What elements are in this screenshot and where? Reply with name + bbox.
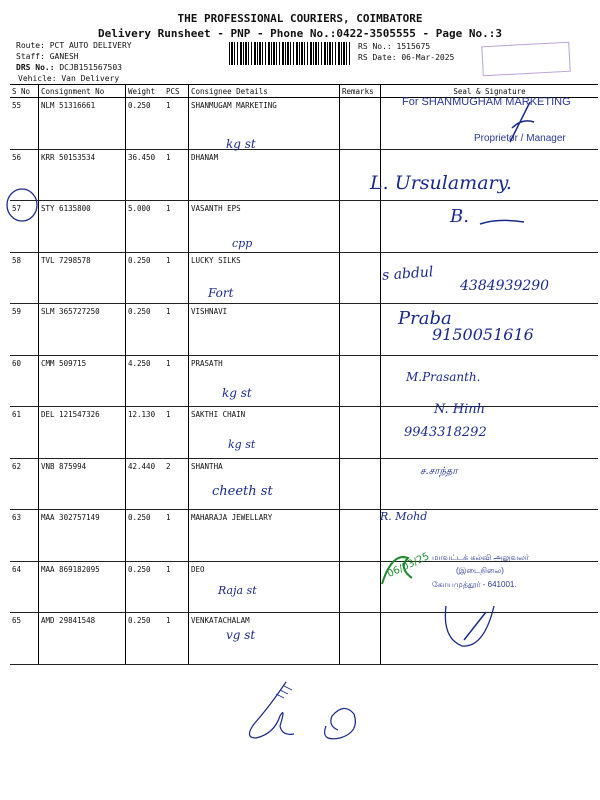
circled-row-mark [4,186,40,224]
cell-weight: 0.250 [126,510,165,562]
handwritten-signature: M.Prasanth. [406,370,481,384]
cell-consignee: VENKATACHALAM [189,613,340,665]
cell-pcs: 1 [164,98,189,150]
rs-number: RS No.: 1515675 [358,42,431,51]
cell-remarks [340,510,381,562]
cell-consignee: MAHARAJA JEWELLARY [189,510,340,562]
cell-consignee: DEO [189,561,340,613]
handwritten-signature: N. Hinh [434,402,486,417]
cell-pcs: 1 [164,561,189,613]
handwritten-address: kg st [222,386,252,400]
handwritten-signature: s abdul [381,264,434,284]
cell-remarks [340,458,381,510]
col-weight: Weight [126,85,165,98]
col-sno: S No [10,85,39,98]
cell-remarks [340,613,381,665]
rs-date: RS Date: 06-Mar-2025 [358,53,455,62]
table-row [10,458,598,510]
col-consignee: Consignee Details [189,85,340,98]
handwritten-address: vg st [226,628,256,642]
cell-consignee: VASANTH EPS [189,201,340,253]
signature-scribble [500,98,540,148]
cell-consignee: VISHNAVI [189,304,340,356]
staff-label: Staff: GANESH [16,52,79,61]
signature-scribble [478,216,528,232]
cell-consignee: LUCKY SILKS [189,252,340,304]
handwritten-signature: ச.சாந்தா [420,466,458,477]
table-row [10,613,598,665]
cell-consignment: CMM 509715 [39,355,126,407]
cell-sno: 63 [10,510,39,562]
cell-sno: 59 [10,304,39,356]
cell-pcs: 1 [164,407,189,459]
green-ink-scribble [378,548,418,590]
cell-consignee: DHANAM [189,149,340,201]
handwritten-address: cheeth st [212,484,273,499]
cell-weight: 0.250 [126,613,165,665]
table-row [10,407,598,459]
cell-sno: 56 [10,149,39,201]
cell-weight: 0.250 [126,252,165,304]
route-label: Route: PCT AUTO DELIVERY [16,41,132,50]
cell-signature [381,458,599,510]
cell-remarks [340,252,381,304]
handwritten-signature: R. Mohd [380,510,428,523]
cell-consignment: TVL 7298578 [39,252,126,304]
signature-scribble [440,598,500,654]
handwritten-number: 9150051616 [432,325,534,344]
cell-weight: 5.000 [126,201,165,253]
cell-pcs: 1 [164,201,189,253]
cell-consignment: MAA 302757149 [39,510,126,562]
cell-weight: 0.250 [126,561,165,613]
cell-pcs: 1 [164,149,189,201]
drs-number [16,62,122,73]
col-pcs: PCS [164,85,189,98]
col-consignment: Consignment No [39,85,126,98]
vehicle-label: Vehicle: Van Delivery [18,74,120,83]
cell-sno: 57 [10,201,39,253]
handwritten-signature: B. [450,206,469,227]
handwritten-address: kg st [228,438,256,451]
page-subtitle: Delivery Runsheet - PNP - Phone No.:0422-3505555 - Page No.:3 [98,27,502,40]
cell-consignee: PRASATH [189,355,340,407]
cell-sno: 55 [10,98,39,150]
cell-pcs: 1 [164,613,189,665]
cell-weight: 12.130 [126,407,165,459]
cell-weight: 4.250 [126,355,165,407]
cell-remarks [340,561,381,613]
handwritten-signature: L. Ursulamary. [370,172,512,194]
cell-consignment: STY 6135800 [39,201,126,253]
cell-sno: 61 [10,407,39,459]
drs-value: DCJB151567503 [59,63,122,72]
handwritten-address: cpp [232,237,253,250]
cell-remarks [340,304,381,356]
cell-consignment: KRR 50153534 [39,149,126,201]
office-stamp-line3: கோயமுத்தூர் - 641001. [432,580,517,589]
company-stamp-line2: Proprietor / Manager [474,133,566,144]
cell-consignee: SHANTHA [189,458,340,510]
cell-weight: 0.250 [126,98,165,150]
handwritten-phone: 9943318292 [404,425,487,440]
faded-stamp [481,42,570,77]
green-ink-date: 06/03/25 [385,551,432,580]
barcode [229,42,350,65]
cell-remarks [340,201,381,253]
cell-sno: 65 [10,613,39,665]
handwritten-address: kg st [226,137,256,151]
drs-label: DRS No.: [16,63,55,72]
cell-consignment: VNB 875994 [39,458,126,510]
cell-pcs: 2 [164,458,189,510]
handwritten-phone: 4384939290 [460,278,550,294]
cell-consignee: SAKTHI CHAIN [189,407,340,459]
handwritten-address: Raja st [218,584,257,597]
cell-sno: 60 [10,355,39,407]
office-stamp-line2: (இடைநிலை) [456,566,504,575]
company-stamp-line1: For SHANMUGHAM MARKETING [402,96,571,108]
page-title: THE PROFESSIONAL COURIERS, COIMBATORE [177,12,423,25]
cell-consignment: DEL 121547326 [39,407,126,459]
cell-weight: 42.440 [126,458,165,510]
cell-pcs: 1 [164,355,189,407]
cell-sno: 64 [10,561,39,613]
cell-weight: 36.450 [126,149,165,201]
cell-consignment: MAA 869182095 [39,561,126,613]
col-signature: Seal & Signature [381,85,599,98]
table-row [10,355,598,407]
col-remarks: Remarks [340,85,381,98]
cell-sno: 62 [10,458,39,510]
cell-pcs: 1 [164,252,189,304]
signature-scribble [240,676,370,746]
cell-pcs: 1 [164,304,189,356]
cell-consignee: SHANMUGAM MARKETING [189,98,340,150]
cell-remarks [340,98,381,150]
cell-pcs: 1 [164,510,189,562]
cell-sno: 58 [10,252,39,304]
cell-consignment: AMD 29841548 [39,613,126,665]
cell-remarks [340,355,381,407]
handwritten-signature: Praba [398,308,452,329]
cell-consignment: NLM 51316661 [39,98,126,150]
handwritten-address: Fort [208,286,234,300]
office-stamp-line1: மாவட்டக் கல்வி அலுவலர் [432,553,530,562]
cell-weight: 0.250 [126,304,165,356]
cell-remarks [340,407,381,459]
cell-consignment: SLM 365727250 [39,304,126,356]
